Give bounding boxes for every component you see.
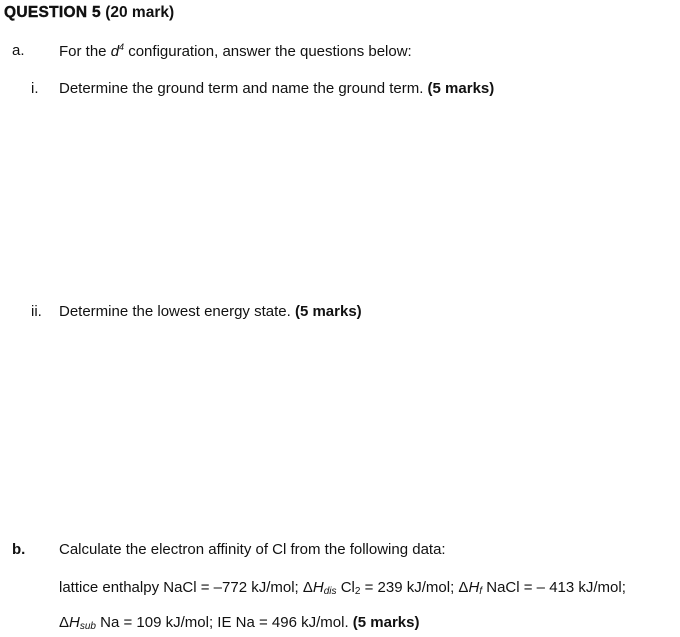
part-b-data-line-2: $\Delta H_{sub}$ Na = 109 kJ/mol; IE Na = 496 kJ/mol. (5 marks) [59,614,420,632]
part-b-intro: Calculate the electron affinity of Cl from the following data: [59,541,446,558]
part-a-label: a. [12,42,25,59]
item-ii-marks: (5 marks) [294,303,362,320]
part-a-intro: For the $d^4$ configuration, answer the questions below: [59,42,412,60]
d-config: d [110,43,120,60]
part-b-label: b. [12,541,26,558]
question-title [4,4,174,22]
question-marks: (20 mark) [105,4,175,21]
item-i-label: i. [31,80,39,97]
part-b-marks: (5 marks) [352,614,420,631]
item-ii-label: ii. [31,303,42,320]
question-number: QUESTION 5 [4,4,101,21]
part-b-data-line-1: lattice enthalpy NaCl = –772 kJ/mol; $\Delta H_{dis}$ $Cl_2 = 239$ kJ/mol; $\Delta H_f$ NaCl = – 413 kJ/mol; [59,579,626,597]
item-ii-text: Determine the lowest energy state. (5 marks) [59,303,362,320]
item-i-marks: (5 marks) [427,80,495,97]
item-i-text: Determine the ground term and name the ground term. (5 marks) [59,80,495,97]
